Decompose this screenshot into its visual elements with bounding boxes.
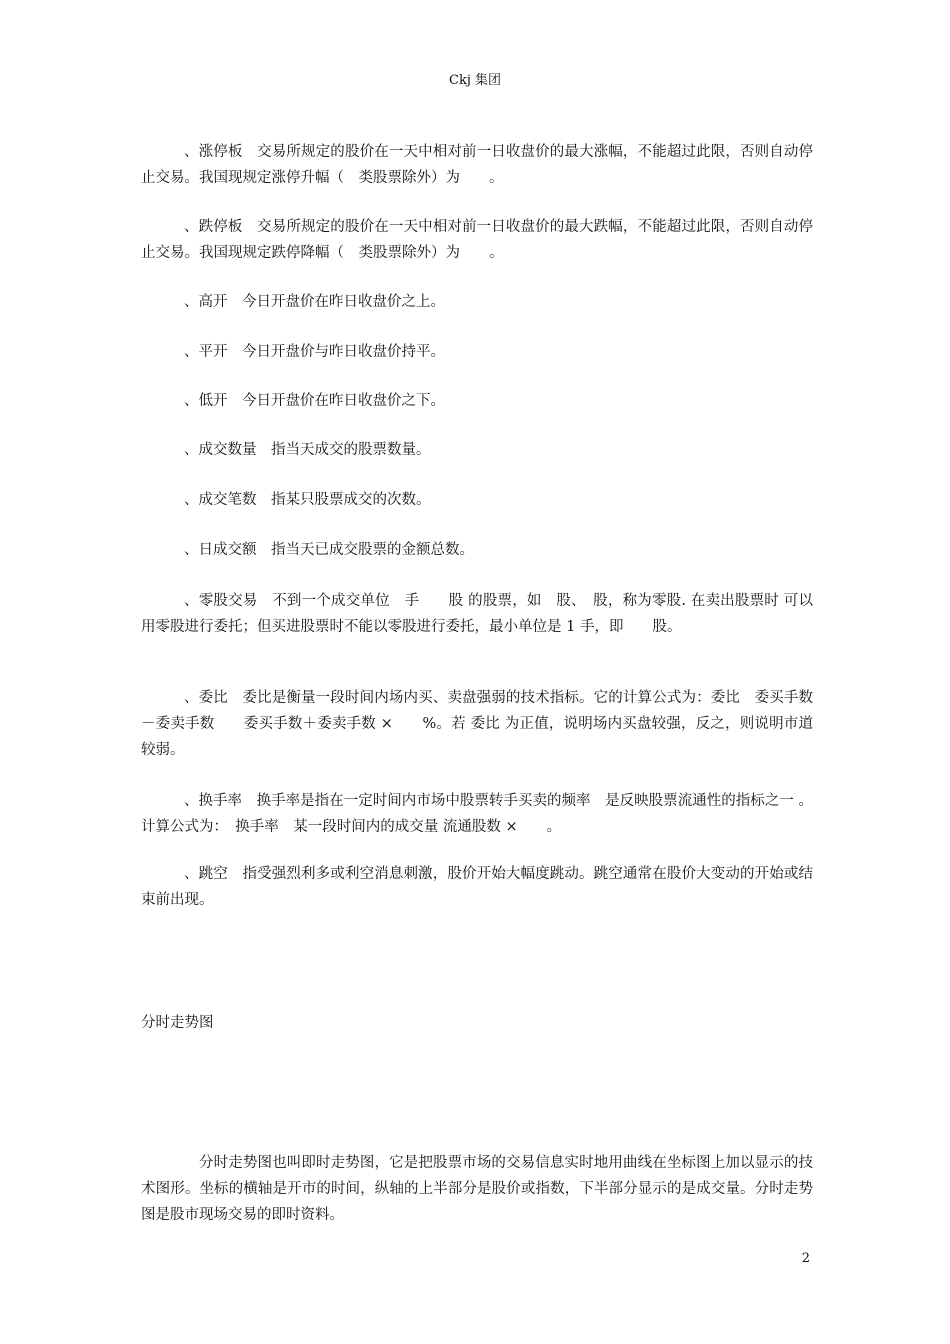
paragraph-daily-turnover: 、日成交额 指当天已成交股票的金额总数。 bbox=[184, 542, 474, 558]
paragraph-limit-up: 、涨停板 交易所规定的股价在一天中相对前一日收盘价的最大涨幅，不能超过此限，否则自动停止交易。我国现规定涨停升幅（ 类股票除外）为 。 bbox=[141, 144, 813, 186]
paragraph-commission-ratio: 、委比 委比是衡量一段时间内场内买、卖盘强弱的技术指标。它的计算公式为：委比 委买手数－委卖手数 委买手数＋委卖手数 × %。若 委比 为正值，说明场内买盘较强，反之，则说明市道较弱。 bbox=[141, 690, 813, 758]
paragraph-trade-volume: 、成交数量 指当天成交的股票数量。 bbox=[184, 442, 431, 458]
page-header: Ckj 集团 bbox=[449, 73, 501, 88]
paragraph-trade-count: 、成交笔数 指某只股票成交的次数。 bbox=[184, 492, 431, 508]
section-body: 分时走势图也叫即时走势图，它是把股票市场的交易信息实时地用曲线在坐标图上加以显示的技术图形。坐标的横轴是开市的时间，纵轴的上半部分是股价或指数，下半部分显示的是成交量。分时走势图是股市现场交易的即时资料。 bbox=[141, 1155, 813, 1223]
paragraph-limit-down: 、跌停板 交易所规定的股价在一天中相对前一日收盘价的最大跌幅，不能超过此限，否则自动停止交易。我国现规定跌停降幅（ 类股票除外）为 。 bbox=[141, 219, 813, 261]
paragraph-gap-up-open: 、高开 今日开盘价在昨日收盘价之上。 bbox=[184, 294, 445, 310]
paragraph-gap-down-open: 、低开 今日开盘价在昨日收盘价之下。 bbox=[184, 393, 445, 409]
paragraph-flat-open: 、平开 今日开盘价与昨日收盘价持平。 bbox=[184, 344, 445, 360]
paragraph-turnover-rate: 、换手率 换手率是指在一定时间内市场中股票转手买卖的频率 是反映股票流通性的指标之一 。计算公式为： 换手率 某一段时间内的成交量 流通股数 × 。 bbox=[141, 793, 813, 835]
section-heading: 分时走势图 bbox=[141, 1015, 214, 1031]
paragraph-gap: 、跳空 指受强烈利多或利空消息刺激，股价开始大幅度跳动。跳空通常在股价大变动的开始或结束前出现。 bbox=[141, 866, 813, 908]
page-number: 2 bbox=[801, 1251, 810, 1266]
paragraph-odd-lot: 、零股交易 不到一个成交单位 手 股 的股票，如 股、 股，称为零股. 在卖出股票时 可以用零股进行委托；但买进股票时不能以零股进行委托，最小单位是 1 手，即 股。 bbox=[141, 593, 813, 635]
